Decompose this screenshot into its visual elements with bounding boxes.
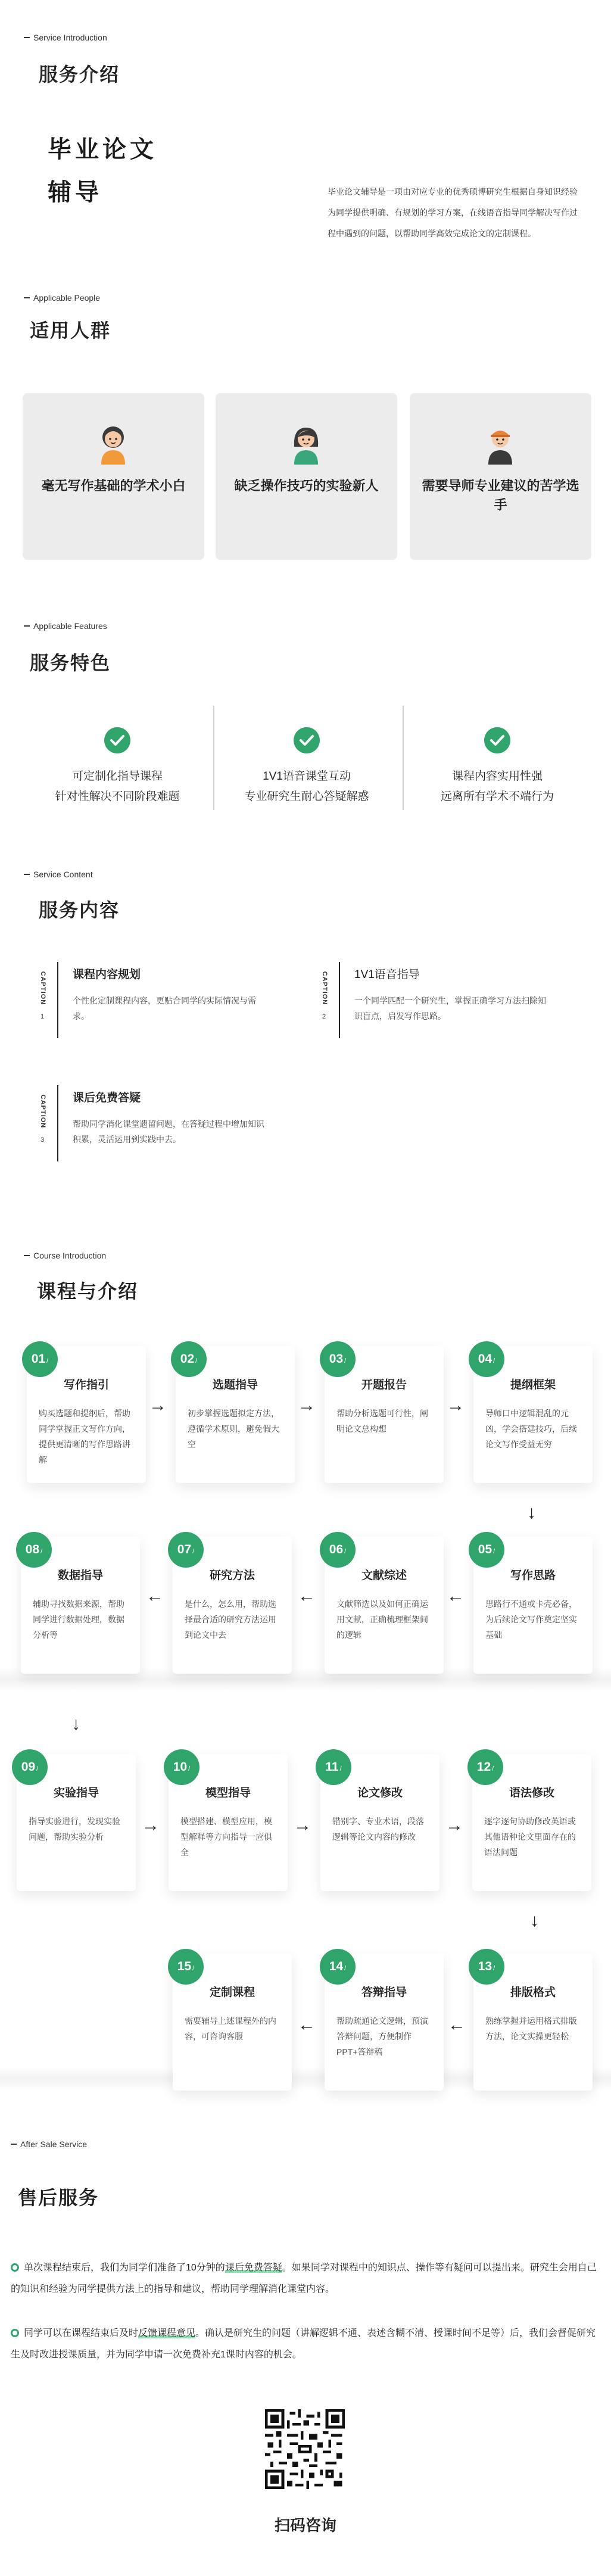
content-item — [37, 962, 275, 1039]
step-title: 写作思路 — [510, 1569, 556, 1582]
course-step-card — [325, 1537, 444, 1674]
content-title: 课后免费答疑 — [73, 1092, 141, 1104]
step-description: 思路行不通或卡壳必备，为后续论文写作奠定坚实基础 — [485, 1599, 577, 1640]
feature-line2: 远离所有学术不端行为 — [440, 790, 554, 803]
highlight-text: 反馈课程意见 — [138, 2328, 196, 2338]
step-badge: 12 / — [467, 1749, 503, 1785]
scan-consult-label: 扫码咨询 — [274, 2516, 336, 2534]
content-description: 帮助同学消化课堂遗留问题，在答疑过程中增加知识积累，灵活运用到实践中去。 — [73, 1119, 264, 1144]
paragraph-text: 同学可以在课程结束后及时 — [24, 2328, 139, 2338]
course-step-card — [473, 1537, 593, 1674]
arrow-right-icon: → — [149, 1396, 167, 1415]
step-description: 模型搭建、模型应用，模型解释等方向指导一应俱全 — [180, 1817, 272, 1857]
paragraph-text: 。确认是研究生的问题（讲解逻辑不通、表述含糊不清、授课时间不足等）后，我们会督促研究生及时改进授课质量，并为同学申请一次免费补充1课时内容的机会。 — [11, 2328, 596, 2360]
content-number: 2 — [322, 1013, 326, 1020]
step-description: 辅助寻找数据来源，帮助同学进行数据处理，数据分析等 — [33, 1599, 124, 1640]
step-title: 选题指导 — [212, 1379, 258, 1391]
feature-item — [403, 724, 592, 807]
section-title-people: 适用人群 — [30, 320, 111, 341]
step-badge: 05 / — [469, 1532, 504, 1568]
after-sale-paragraph — [11, 2323, 600, 2366]
step-badge: 06 / — [320, 1532, 356, 1568]
step-badge: 08 / — [16, 1532, 52, 1568]
step-badge: 02 / — [171, 1341, 207, 1377]
step-description: 初步掌握选题拟定方法，遵循学术原则，避免假大空 — [188, 1409, 279, 1449]
content-description: 个性化定制课程内容，更贴合同学的实际情况与需求。 — [73, 996, 256, 1021]
course-step-card — [173, 1537, 292, 1674]
step-description: 购买选题和提纲后，帮助同学掌握正文写作方向，提供更清晰的写作思路讲解 — [39, 1409, 130, 1465]
course-step-card — [17, 1754, 136, 1891]
feature-item — [23, 724, 212, 807]
step-badge: 11 / — [316, 1749, 351, 1785]
content-title: 课程内容规划 — [73, 968, 141, 981]
after-sale-paragraph — [11, 2257, 600, 2300]
people-card — [410, 393, 591, 560]
section-tag-after-sale: After Sale Service — [11, 2139, 87, 2149]
course-step-card — [472, 1754, 591, 1891]
content-divider — [57, 1085, 58, 1161]
people-card-text: 需要导师专业建议的苦学选手 — [422, 478, 579, 512]
arrow-down-icon: ↓ — [527, 1503, 536, 1522]
feature-line1: 1V1语音课堂互动 — [263, 770, 351, 783]
section-title-content: 服务内容 — [39, 899, 120, 921]
step-badge: 13 / — [469, 1949, 504, 1985]
hero-title — [48, 128, 157, 214]
content-title: 1V1语音指导 — [354, 968, 420, 981]
paragraph-text: 。如果同学对课程中的知识点、操作等有疑问可以提出来。研究生会用自己的知识和经验为同学提供方法上的指导和建议，帮助同学理解消化课堂内容。 — [11, 2263, 597, 2294]
feature-text — [212, 767, 401, 807]
feature-line2: 专业研究生耐心答疑解惑 — [244, 790, 369, 803]
section-tag-features: Applicable Features — [24, 621, 107, 631]
course-step-card — [27, 1346, 146, 1483]
content-divider — [339, 962, 340, 1038]
arrow-left-icon: ← — [298, 2015, 316, 2035]
step-title: 写作指引 — [63, 1379, 109, 1391]
step-title: 语法修改 — [509, 1787, 554, 1799]
highlight-text: 课后免费答疑 — [225, 2263, 282, 2273]
arrow-left-icon: ← — [146, 1586, 164, 1606]
step-title: 排版格式 — [510, 1986, 556, 1999]
student-boy-avatar-icon — [96, 423, 130, 465]
paragraph-text: 单次课程结束后，我们为同学们准备了10分钟的 — [24, 2263, 225, 2273]
caption-label: CAPTION — [39, 1094, 46, 1129]
arrow-right-icon: → — [445, 1815, 463, 1835]
step-title: 文献综述 — [361, 1569, 407, 1582]
section-tag-content: Service Content — [24, 870, 93, 879]
step-badge: 09 / — [12, 1749, 48, 1785]
check-circle-icon — [104, 727, 130, 753]
step-badge: 03 / — [320, 1341, 356, 1377]
arrow-left-icon: ← — [298, 1586, 316, 1606]
course-step-card — [325, 1954, 444, 2091]
step-description: 帮助分析选题可行性，阐明论文总构想 — [336, 1409, 428, 1434]
arrow-down-icon: ↓ — [530, 1911, 539, 1930]
people-card — [216, 393, 397, 560]
step-badge: 15 / — [168, 1949, 204, 1985]
step-description: 帮助疏通论文逻辑，预演答辩问题，方便制作PPT+答辩稿 — [336, 2016, 428, 2057]
course-step-card — [320, 1754, 439, 1891]
step-title: 模型指导 — [205, 1787, 251, 1799]
arrow-right-icon: → — [447, 1396, 465, 1415]
section-title-service-intro: 服务介绍 — [39, 64, 120, 85]
check-circle-icon — [294, 727, 320, 753]
student-girl-avatar-icon — [289, 423, 323, 465]
qr-code-icon[interactable] — [265, 2409, 345, 2489]
content-number: 3 — [40, 1136, 45, 1144]
course-step-card — [176, 1346, 295, 1483]
step-description: 导师口中逻辑混乱的元凶，学会搭建技巧，后续论文写作受益无穷 — [485, 1409, 577, 1449]
step-title: 定制课程 — [209, 1986, 255, 1999]
step-title: 数据指导 — [57, 1569, 103, 1582]
feature-text — [403, 767, 592, 807]
course-step-card — [21, 1537, 140, 1674]
step-description: 错别字、专业术语，段落逻辑等论文内容的修改 — [332, 1817, 424, 1842]
arrow-right-icon: → — [142, 1815, 160, 1835]
feature-line1: 可定制化指导课程 — [71, 770, 163, 783]
step-title: 提纲框架 — [510, 1379, 556, 1391]
caption-label: CAPTION — [321, 971, 328, 1005]
bullet-ring-icon — [11, 2329, 19, 2337]
section-title-course: 课程与介绍 — [37, 1281, 139, 1302]
course-step-card — [325, 1346, 444, 1483]
content-number: 1 — [40, 1013, 45, 1020]
feature-item — [212, 724, 401, 807]
step-badge: 10 / — [164, 1749, 199, 1785]
hero-title-line2: 辅导 — [48, 179, 102, 205]
section-title-features: 服务特色 — [30, 652, 111, 674]
people-card — [23, 393, 204, 560]
student-cap-avatar-icon — [484, 423, 517, 465]
arrow-right-icon: → — [298, 1396, 316, 1415]
step-title: 论文修改 — [357, 1787, 403, 1799]
step-badge: 01 / — [22, 1341, 58, 1377]
step-description: 需要辅导上述课程外的内容，可咨询客服 — [185, 2016, 276, 2041]
section-tag-course: Course Introduction — [24, 1251, 106, 1260]
content-description: 一个同学匹配一个研究生，掌握正确学习方法扫除知识盲点，启发写作思路。 — [354, 996, 546, 1021]
section-tag-people: Applicable People — [24, 293, 100, 303]
hero-title-line1: 毕业论文 — [48, 136, 157, 163]
check-circle-icon — [484, 727, 510, 753]
feature-line1: 课程内容实用性强 — [451, 770, 543, 783]
course-step-card — [473, 1954, 593, 2091]
step-description: 文献筛选以及如何正确运用文献，正确梳理框架间的逻辑 — [336, 1599, 428, 1640]
bullet-ring-icon — [11, 2263, 19, 2272]
people-card-text: 毫无写作基础的学术小白 — [41, 478, 186, 493]
step-badge: 14 / — [320, 1949, 356, 1985]
arrow-right-icon: → — [294, 1815, 311, 1835]
content-divider — [57, 962, 58, 1038]
caption-label: CAPTION — [39, 971, 46, 1005]
feature-line2: 针对性解决不同阶段难题 — [55, 790, 180, 803]
section-tag-service-intro: Service Introduction — [24, 33, 107, 42]
course-step-card — [173, 1954, 292, 2091]
feature-text — [23, 767, 212, 807]
arrow-down-icon: ↓ — [71, 1714, 80, 1734]
arrow-left-icon: ← — [447, 1586, 465, 1606]
course-step-card — [473, 1346, 593, 1483]
hero-description: 毕业论文辅导是一项由对应专业的优秀硕博研究生根据自身知识经验为同学提供明确、有规划的学习方案，在线语音指导同学解决写作过程中遇到的问题，以帮助同学高效完成论文的定制课程。 — [328, 187, 578, 238]
step-description: 指导实验进行，发现实验问题，帮助实验分析 — [29, 1817, 120, 1842]
step-title: 开题报告 — [361, 1379, 407, 1391]
people-card-text: 缺乏操作技巧的实验新人 — [234, 478, 379, 493]
step-badge: 04 / — [469, 1341, 504, 1377]
content-item — [319, 962, 557, 1039]
step-title: 实验指导 — [53, 1787, 99, 1799]
step-badge: 07 / — [168, 1532, 204, 1568]
section-title-after-sale: 售后服务 — [18, 2187, 99, 2209]
arrow-left-icon: ← — [448, 2015, 466, 2035]
step-description: 逐字逐句协助修改英语或其他语种论文里面存在的语法问题 — [484, 1817, 576, 1857]
content-item — [37, 1085, 275, 1163]
step-title: 研究方法 — [209, 1569, 255, 1582]
course-step-card — [169, 1754, 288, 1891]
step-description: 熟练掌握并运用格式排版方法，论文实操更轻松 — [485, 2016, 577, 2041]
step-title: 答辩指导 — [361, 1986, 407, 1999]
step-description: 是什么，怎么用，帮助选择最合适的研究方法运用到论文中去 — [185, 1599, 276, 1640]
